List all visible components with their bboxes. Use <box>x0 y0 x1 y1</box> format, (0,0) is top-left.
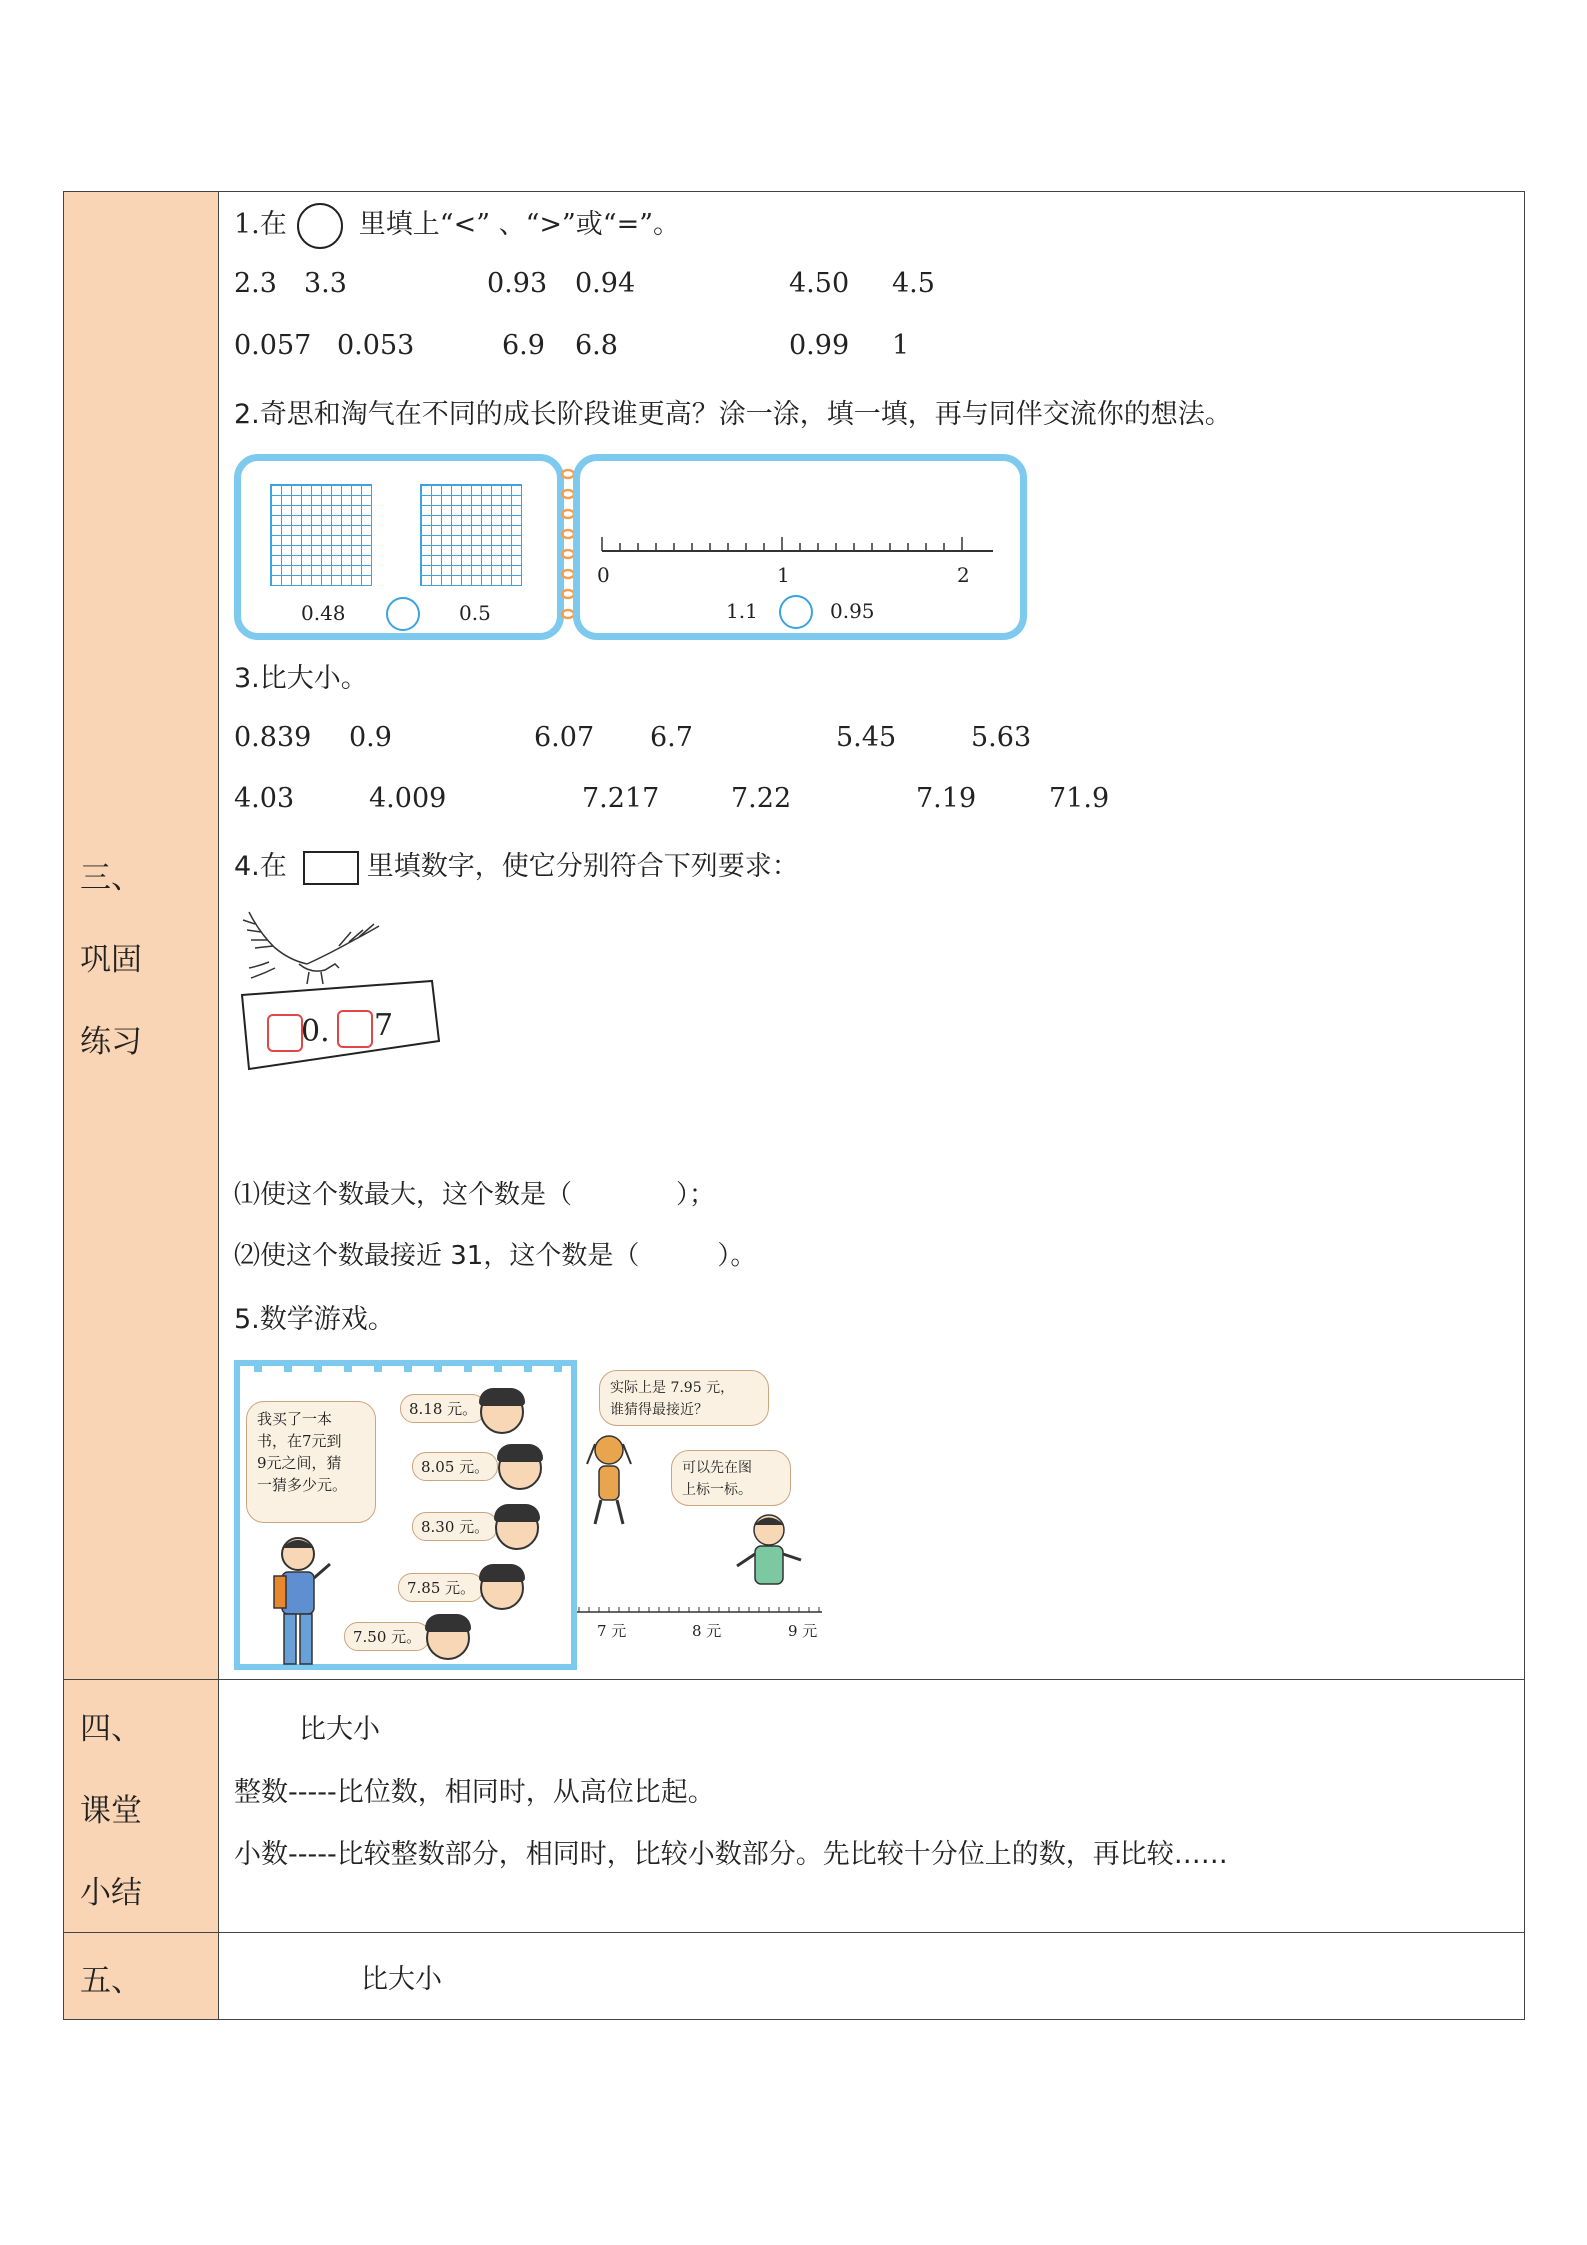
q3-value: 6.07 <box>534 722 595 753</box>
axis-label: 8 元 <box>692 1622 722 1640</box>
q1-value: 6.8 <box>575 330 618 361</box>
q1-value: 0.057 <box>234 330 312 361</box>
sign-box-tens <box>267 1014 303 1052</box>
child-face-icon <box>480 1390 524 1434</box>
section-label-board <box>64 1933 219 2019</box>
child-face-icon <box>480 1566 524 1610</box>
label-line: 课堂 <box>80 1793 142 1829</box>
right-value-a: 1.1 <box>726 599 758 623</box>
section-board <box>64 1933 1524 2019</box>
q3-value: 7.22 <box>731 783 792 814</box>
q3-value: 5.45 <box>836 722 897 753</box>
spiral-icon <box>244 1364 574 1374</box>
sign-last-digit: 7 <box>374 1008 394 1043</box>
section-label-practice <box>64 192 219 1679</box>
child-face-icon <box>495 1506 539 1550</box>
lesson-table <box>63 191 1525 2020</box>
section-content-board <box>219 1933 1524 2019</box>
q1-value: 4.50 <box>789 268 850 299</box>
q1-value: 2.3 <box>234 268 277 299</box>
summary-decimal: 小数-----比较整数部分，相同时，比较小数部分。先比较十分位上的数，再比较…… <box>234 1839 1228 1870</box>
label-line: 四、 <box>80 1711 142 1747</box>
dog-speech-bubble: 实际上是 7.95 元， 谁猜得最接近？ <box>599 1370 769 1426</box>
tick-label: 0 <box>597 563 610 587</box>
q1-instruction <box>234 202 680 249</box>
q4-part1: ⑴使这个数最大，这个数是（ ）； <box>234 1180 716 1210</box>
axis-label: 9 元 <box>788 1622 818 1640</box>
q3-value: 0.9 <box>349 722 392 753</box>
price-number-line <box>577 1602 827 1622</box>
math-game-illustration <box>234 1360 577 1670</box>
q2-left-panel <box>234 454 564 640</box>
q1-suffix: 里填上“<” 、“>”或“=”。 <box>358 209 681 240</box>
guess-bubble: 8.05 元。 <box>412 1452 498 1481</box>
child-face-icon <box>426 1616 470 1660</box>
number-line <box>595 531 995 561</box>
q4-suffix: 里填数字，使它分别符合下列要求： <box>366 851 799 882</box>
guess-bubble: 8.30 元。 <box>412 1512 498 1541</box>
summary-integer: 整数-----比位数，相同时，从高位比起。 <box>234 1777 715 1808</box>
sign-box-tenths <box>337 1010 373 1048</box>
kid-figure-icon <box>729 1510 809 1605</box>
section-summary <box>64 1680 1524 1933</box>
q3-value: 71.9 <box>1049 783 1110 814</box>
boy-figure-icon <box>260 1534 340 1669</box>
q3-value: 7.217 <box>582 783 660 814</box>
tick-label: 1 <box>777 563 790 587</box>
q3-value: 0.839 <box>234 722 312 753</box>
q5-instruction: 5.数学游戏。 <box>234 1304 395 1335</box>
q3-value: 6.7 <box>650 722 693 753</box>
q1-value: 4.5 <box>892 268 935 299</box>
tick-label: 2 <box>957 563 970 587</box>
guess-bubble: 7.85 元。 <box>398 1573 484 1602</box>
q1-value: 1 <box>892 330 910 361</box>
section-content-practice <box>219 192 1524 1679</box>
q1-value: 6.9 <box>502 330 545 361</box>
label-line: 练习 <box>80 1024 142 1060</box>
right-value-b: 0.95 <box>830 599 875 623</box>
label-line: 小结 <box>80 1875 142 1911</box>
summary-title: 比大小 <box>299 1714 380 1745</box>
sign-decimal: 0. <box>301 1014 330 1049</box>
label-line: 三、 <box>80 860 142 896</box>
q3-value: 7.19 <box>916 783 977 814</box>
board-title: 比大小 <box>361 1964 442 1995</box>
q2-instruction: 2.奇思和淘气在不同的成长阶段谁更高？涂一涂，填一填，再与同伴交流你的想法。 <box>234 399 1232 430</box>
kid-speech-bubble: 可以先在图 上标一标。 <box>671 1450 791 1506</box>
left-value-a: 0.48 <box>301 601 346 625</box>
q1-value: 0.94 <box>575 268 636 299</box>
answer-box-icon <box>303 851 359 885</box>
left-value-b: 0.5 <box>459 601 491 625</box>
q3-value: 5.63 <box>971 722 1032 753</box>
boy-speech-bubble: 我买了一本 书，在7元到 9元之间，猜 一猜多少元。 <box>246 1401 376 1523</box>
hundred-grid-right <box>420 484 522 586</box>
q4-part2: ⑵使这个数最接近 31，这个数是（ ）。 <box>234 1241 757 1271</box>
q4-instruction <box>234 844 799 885</box>
q1-prefix: 1.在 <box>234 209 287 240</box>
section-label-summary <box>64 1680 219 1932</box>
answer-circle-icon <box>779 595 813 629</box>
section-practice <box>64 192 1524 1680</box>
answer-circle-icon <box>297 203 343 249</box>
section-content-summary <box>219 1680 1524 1932</box>
q4-prefix: 4.在 <box>234 851 287 882</box>
guess-bubble: 8.18 元。 <box>400 1394 486 1423</box>
label-line: 巩固 <box>80 942 142 978</box>
dog-figure-icon <box>579 1430 639 1530</box>
q1-value: 0.93 <box>487 268 548 299</box>
answer-circle-icon <box>386 597 420 631</box>
q1-value: 0.99 <box>789 330 850 361</box>
hundred-grid-left <box>270 484 372 586</box>
guess-bubble: 7.50 元。 <box>344 1622 430 1651</box>
label-line: 五、 <box>80 1963 142 1999</box>
axis-label: 7 元 <box>597 1622 627 1640</box>
child-face-icon <box>498 1446 542 1490</box>
q2-right-panel <box>573 454 1027 640</box>
q1-value: 0.053 <box>337 330 415 361</box>
q3-instruction: 3.比大小。 <box>234 663 368 694</box>
q3-value: 4.009 <box>369 783 447 814</box>
q1-value: 3.3 <box>304 268 347 299</box>
q3-value: 4.03 <box>234 783 295 814</box>
